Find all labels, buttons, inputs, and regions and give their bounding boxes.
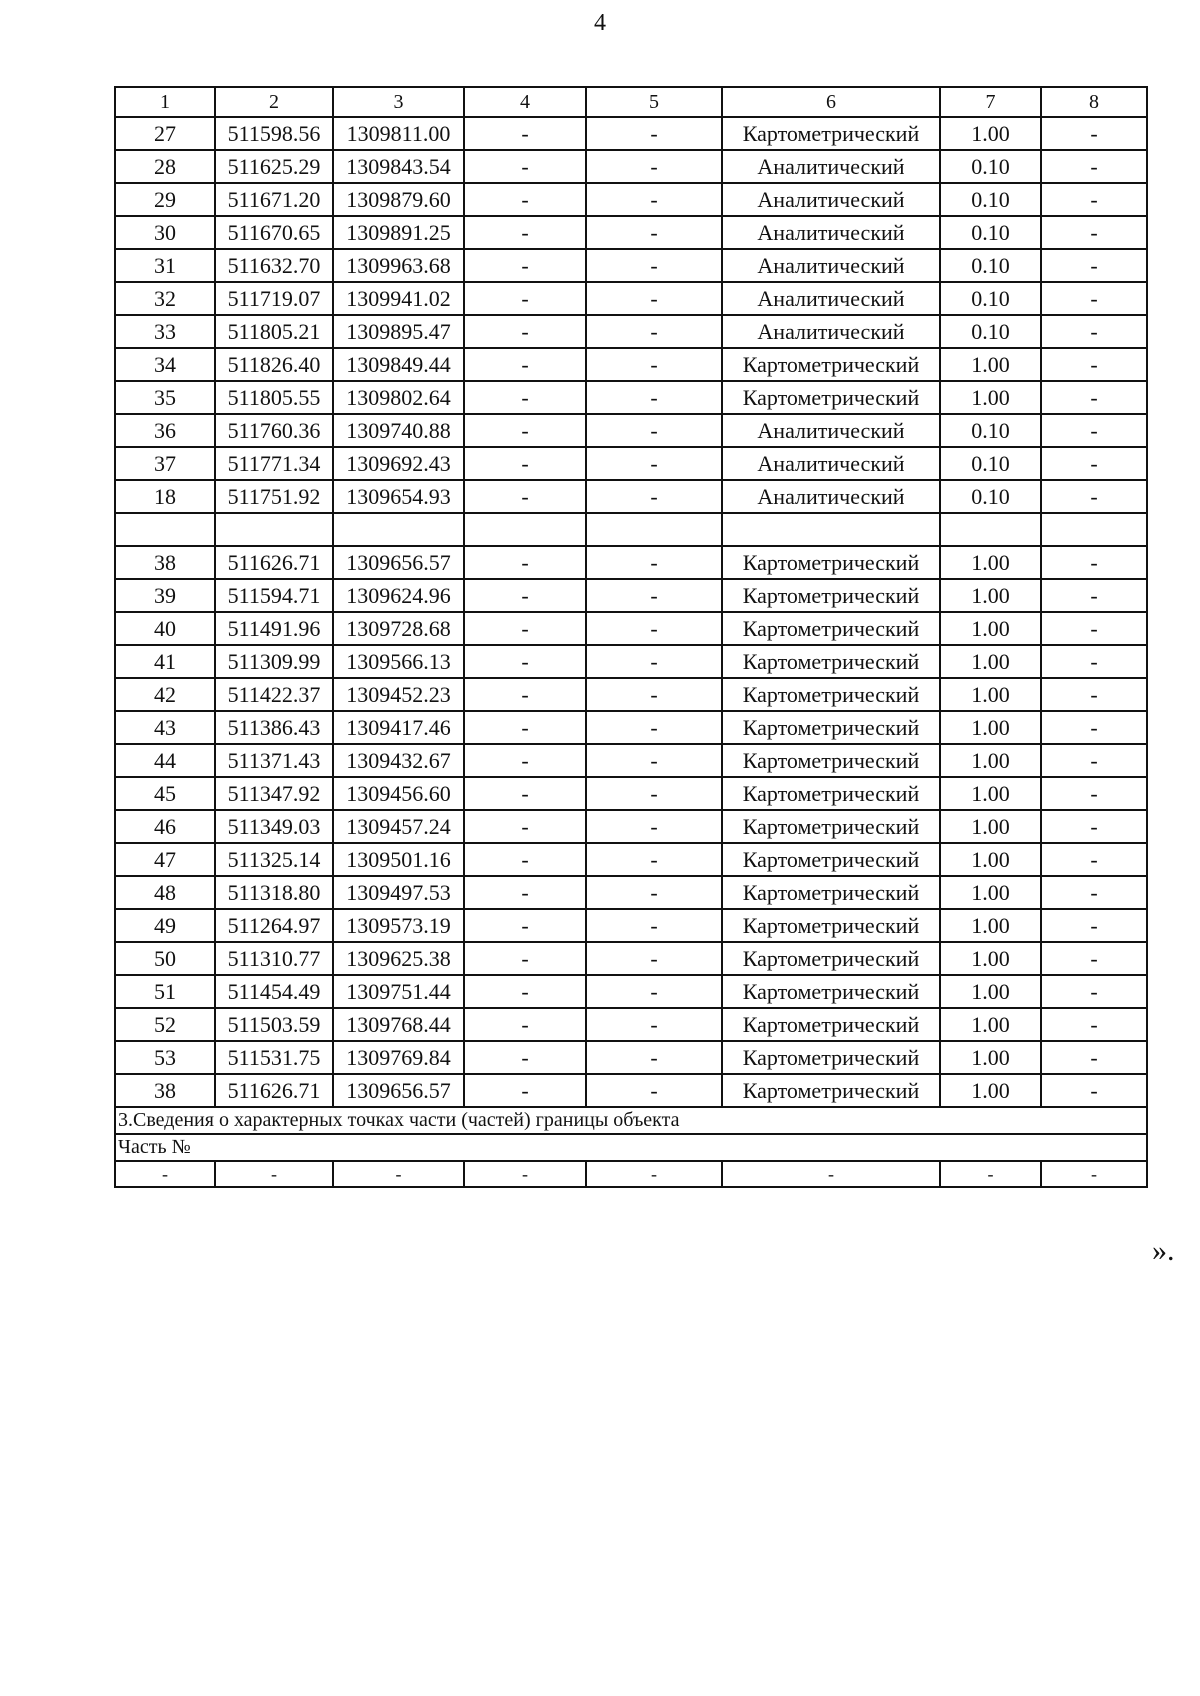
table-cell: - <box>586 315 722 348</box>
table-cell: 1309740.88 <box>333 414 464 447</box>
header-cell: 7 <box>940 87 1041 117</box>
table-cell: 1.00 <box>940 975 1041 1008</box>
table-cell: 46 <box>115 810 215 843</box>
table-cell: - <box>464 843 586 876</box>
table-cell: 1309728.68 <box>333 612 464 645</box>
table-cell: 1.00 <box>940 678 1041 711</box>
table-row <box>115 612 1147 645</box>
table-cell: 41 <box>115 645 215 678</box>
table-cell: 511309.99 <box>215 645 333 678</box>
table-cell: 1309751.44 <box>333 975 464 1008</box>
table-cell: - <box>586 942 722 975</box>
table-cell: - <box>464 1008 586 1041</box>
table-cell: - <box>1041 1074 1147 1107</box>
table-cell: 511386.43 <box>215 711 333 744</box>
tail-cell: - <box>333 1161 464 1187</box>
table-row <box>115 546 1147 579</box>
table-cell: Аналитический <box>722 249 940 282</box>
table-cell: - <box>1041 282 1147 315</box>
table-cell: 1309769.84 <box>333 1041 464 1074</box>
table-cell: 511422.37 <box>215 678 333 711</box>
table-row <box>115 414 1147 447</box>
table-cell: - <box>464 315 586 348</box>
table-cell: 28 <box>115 150 215 183</box>
table-cell <box>1041 513 1147 546</box>
tail-cell: - <box>215 1161 333 1187</box>
table-cell: 1309891.25 <box>333 216 464 249</box>
table-row <box>115 711 1147 744</box>
header-cell: 8 <box>1041 87 1147 117</box>
tail-cell: - <box>115 1161 215 1187</box>
table-cell: 27 <box>115 117 215 150</box>
table-cell: - <box>464 777 586 810</box>
table-cell: 1309811.00 <box>333 117 464 150</box>
table-cell: - <box>586 546 722 579</box>
table-cell: - <box>1041 381 1147 414</box>
table-cell: - <box>586 876 722 909</box>
table-cell <box>215 513 333 546</box>
table-cell: 1.00 <box>940 744 1041 777</box>
table-cell: 511325.14 <box>215 843 333 876</box>
table-cell: Картометрический <box>722 579 940 612</box>
table-cell: 511349.03 <box>215 810 333 843</box>
table-cell: - <box>464 645 586 678</box>
table-row <box>115 942 1147 975</box>
table-cell: - <box>464 711 586 744</box>
table-cell: 1.00 <box>940 1041 1041 1074</box>
table-cell <box>722 513 940 546</box>
table-cell: 1309849.44 <box>333 348 464 381</box>
table-row <box>115 876 1147 909</box>
table-cell: 40 <box>115 612 215 645</box>
table-cell: 1309566.13 <box>333 645 464 678</box>
table-row <box>115 150 1147 183</box>
table-cell: - <box>1041 579 1147 612</box>
table-cell: Картометрический <box>722 612 940 645</box>
table-cell: Картометрический <box>722 876 940 909</box>
table-cell: - <box>586 744 722 777</box>
table-cell: - <box>586 183 722 216</box>
table-cell: 1309456.60 <box>333 777 464 810</box>
table-cell: Аналитический <box>722 183 940 216</box>
table-cell: 511671.20 <box>215 183 333 216</box>
table-cell: 37 <box>115 447 215 480</box>
table-cell: Картометрический <box>722 843 940 876</box>
table-cell: - <box>1041 315 1147 348</box>
table-cell: 1309963.68 <box>333 249 464 282</box>
table-row <box>115 744 1147 777</box>
table-cell: 511594.71 <box>215 579 333 612</box>
section-title: 3.Сведения о характерных точках части (частей) границы объекта <box>115 1107 1147 1134</box>
table-row <box>115 183 1147 216</box>
table-cell: - <box>1041 744 1147 777</box>
table-row <box>115 579 1147 612</box>
table-cell: - <box>586 1041 722 1074</box>
table-cell: 511371.43 <box>215 744 333 777</box>
table-cell: 1309497.53 <box>333 876 464 909</box>
table-cell: - <box>464 348 586 381</box>
table-cell: 1309624.96 <box>333 579 464 612</box>
table-cell: 511826.40 <box>215 348 333 381</box>
table-cell: 1309879.60 <box>333 183 464 216</box>
table-cell: - <box>464 876 586 909</box>
table-cell: - <box>464 909 586 942</box>
header-cell: 6 <box>722 87 940 117</box>
table-row <box>115 777 1147 810</box>
table-cell: - <box>464 117 586 150</box>
table-cell: 511491.96 <box>215 612 333 645</box>
closing-quote-mark: ». <box>1152 1234 1175 1267</box>
table-cell: Аналитический <box>722 282 940 315</box>
table-cell: - <box>586 810 722 843</box>
table-cell: - <box>464 1041 586 1074</box>
table-cell: - <box>464 942 586 975</box>
boundary-points-table <box>114 86 1148 1188</box>
table-cell: 1309573.19 <box>333 909 464 942</box>
table-cell: - <box>586 414 722 447</box>
tail-cell: - <box>1041 1161 1147 1187</box>
table-cell: Картометрический <box>722 909 940 942</box>
table-cell: - <box>1041 678 1147 711</box>
table-cell: 29 <box>115 183 215 216</box>
table-cell: - <box>464 744 586 777</box>
table-cell: - <box>464 546 586 579</box>
table-cell: - <box>1041 777 1147 810</box>
table-cell: - <box>1041 612 1147 645</box>
table-cell: 511454.49 <box>215 975 333 1008</box>
table-cell: Картометрический <box>722 117 940 150</box>
table-cell: Картометрический <box>722 381 940 414</box>
table-cell: 0.10 <box>940 414 1041 447</box>
table-cell: - <box>464 381 586 414</box>
table-cell: 511347.92 <box>215 777 333 810</box>
part-label-row <box>115 1134 1147 1161</box>
table-row <box>115 678 1147 711</box>
table-cell: 1.00 <box>940 843 1041 876</box>
table-cell: - <box>464 810 586 843</box>
tail-cell: - <box>722 1161 940 1187</box>
table-cell: Аналитический <box>722 216 940 249</box>
table-row <box>115 810 1147 843</box>
table-cell: 1.00 <box>940 117 1041 150</box>
table-cell: 1309501.16 <box>333 843 464 876</box>
table-cell: 48 <box>115 876 215 909</box>
header-cell: 5 <box>586 87 722 117</box>
table-row <box>115 645 1147 678</box>
table-cell: 1309625.38 <box>333 942 464 975</box>
table-cell: - <box>586 678 722 711</box>
table-cell: - <box>586 843 722 876</box>
table-cell: 52 <box>115 1008 215 1041</box>
table-cell: - <box>1041 183 1147 216</box>
table-cell: - <box>464 678 586 711</box>
table-cell: 1309941.02 <box>333 282 464 315</box>
table-cell: 511503.59 <box>215 1008 333 1041</box>
tail-row <box>115 1161 1147 1187</box>
table-cell: - <box>586 282 722 315</box>
table-cell: 51 <box>115 975 215 1008</box>
table-cell: - <box>464 414 586 447</box>
page-number: 4 <box>594 10 606 36</box>
table-cell: - <box>464 282 586 315</box>
header-cell: 2 <box>215 87 333 117</box>
table-row <box>115 249 1147 282</box>
table-cell <box>940 513 1041 546</box>
table-cell: 511318.80 <box>215 876 333 909</box>
table-cell: - <box>1041 843 1147 876</box>
table-cell: 47 <box>115 843 215 876</box>
table-cell: 0.10 <box>940 480 1041 513</box>
table-cell: - <box>464 579 586 612</box>
table-cell: - <box>1041 348 1147 381</box>
table-cell: - <box>586 777 722 810</box>
table-cell: Аналитический <box>722 447 940 480</box>
table-row <box>115 513 1147 546</box>
tail-cell: - <box>464 1161 586 1187</box>
table-row <box>115 381 1147 414</box>
table-cell: 511751.92 <box>215 480 333 513</box>
table-cell: 1.00 <box>940 348 1041 381</box>
table-cell: 511805.55 <box>215 381 333 414</box>
table-cell: 0.10 <box>940 249 1041 282</box>
table-cell: - <box>1041 447 1147 480</box>
table-cell: 32 <box>115 282 215 315</box>
table-cell: 0.10 <box>940 315 1041 348</box>
table-cell: - <box>586 1008 722 1041</box>
table-cell: 511670.65 <box>215 216 333 249</box>
part-label: Часть № <box>115 1134 1147 1161</box>
table-cell: Картометрический <box>722 678 940 711</box>
table-cell: - <box>586 909 722 942</box>
tail-cell: - <box>940 1161 1041 1187</box>
table-cell: - <box>586 711 722 744</box>
table-cell: - <box>1041 414 1147 447</box>
header-cell: 1 <box>115 87 215 117</box>
table-cell: 49 <box>115 909 215 942</box>
table-cell: - <box>1041 150 1147 183</box>
table-cell: Картометрический <box>722 348 940 381</box>
table-cell: Картометрический <box>722 810 940 843</box>
table-cell: Картометрический <box>722 1008 940 1041</box>
table-cell: 511719.07 <box>215 282 333 315</box>
table-cell <box>115 513 215 546</box>
table-cell: 30 <box>115 216 215 249</box>
table-cell: 1.00 <box>940 1074 1041 1107</box>
header-cell: 3 <box>333 87 464 117</box>
table-row <box>115 117 1147 150</box>
table-cell: - <box>586 480 722 513</box>
table-cell: 36 <box>115 414 215 447</box>
table-cell: - <box>586 381 722 414</box>
table-cell: - <box>586 249 722 282</box>
table-cell: - <box>464 183 586 216</box>
table-row <box>115 1041 1147 1074</box>
table-cell: 1309895.47 <box>333 315 464 348</box>
table-cell: 511626.71 <box>215 546 333 579</box>
table-cell: 43 <box>115 711 215 744</box>
table-cell: 50 <box>115 942 215 975</box>
table-cell: 1.00 <box>940 579 1041 612</box>
table-cell: - <box>464 480 586 513</box>
table-cell <box>464 513 586 546</box>
table-cell: - <box>464 1074 586 1107</box>
table-body <box>115 87 1147 1187</box>
table-cell: 1309656.57 <box>333 1074 464 1107</box>
table-cell: 511771.34 <box>215 447 333 480</box>
table-cell: Картометрический <box>722 744 940 777</box>
table-cell: - <box>464 447 586 480</box>
table-cell: - <box>464 216 586 249</box>
table-cell <box>333 513 464 546</box>
table-cell <box>586 513 722 546</box>
table-cell: 0.10 <box>940 216 1041 249</box>
table-cell: - <box>1041 711 1147 744</box>
table-row <box>115 315 1147 348</box>
table-cell: - <box>464 150 586 183</box>
table-row <box>115 909 1147 942</box>
table-cell: - <box>1041 810 1147 843</box>
table-cell: Картометрический <box>722 1041 940 1074</box>
table-row <box>115 1074 1147 1107</box>
table-cell: 33 <box>115 315 215 348</box>
table-cell: 511805.21 <box>215 315 333 348</box>
table-cell: 39 <box>115 579 215 612</box>
table-cell: - <box>1041 909 1147 942</box>
table-row <box>115 282 1147 315</box>
table-cell: 511632.70 <box>215 249 333 282</box>
table-cell: 0.10 <box>940 447 1041 480</box>
table-cell: 1.00 <box>940 909 1041 942</box>
table-cell: Картометрический <box>722 546 940 579</box>
tail-cell: - <box>586 1161 722 1187</box>
table-cell: 1.00 <box>940 546 1041 579</box>
table-cell: - <box>1041 1041 1147 1074</box>
table-cell: 1309692.43 <box>333 447 464 480</box>
table-cell: - <box>464 975 586 1008</box>
table-cell: 1.00 <box>940 612 1041 645</box>
table-cell: 1.00 <box>940 810 1041 843</box>
table-cell: 1.00 <box>940 711 1041 744</box>
table-cell: Картометрический <box>722 1074 940 1107</box>
table-cell: Картометрический <box>722 645 940 678</box>
table-cell: 1309654.93 <box>333 480 464 513</box>
table-cell: Картометрический <box>722 975 940 1008</box>
table-cell: - <box>1041 546 1147 579</box>
table-cell: 1.00 <box>940 381 1041 414</box>
table-cell: - <box>586 117 722 150</box>
table-row <box>115 480 1147 513</box>
table-cell: 1.00 <box>940 1008 1041 1041</box>
table-cell: - <box>586 216 722 249</box>
table-cell: - <box>1041 975 1147 1008</box>
table-cell: 1309452.23 <box>333 678 464 711</box>
table-row <box>115 975 1147 1008</box>
table-row <box>115 843 1147 876</box>
table-cell: 1309432.67 <box>333 744 464 777</box>
table-cell: - <box>1041 216 1147 249</box>
table-cell: 0.10 <box>940 150 1041 183</box>
table-cell: 511531.75 <box>215 1041 333 1074</box>
table-cell: - <box>1041 480 1147 513</box>
table-cell: - <box>1041 1008 1147 1041</box>
table-cell: - <box>586 1074 722 1107</box>
table-cell: - <box>586 150 722 183</box>
table-header-row <box>115 87 1147 117</box>
table-cell: 38 <box>115 546 215 579</box>
table-cell: 42 <box>115 678 215 711</box>
table-cell: 511760.36 <box>215 414 333 447</box>
table-cell: Картометрический <box>722 942 940 975</box>
table-cell: 1.00 <box>940 777 1041 810</box>
table-cell: Картометрический <box>722 711 940 744</box>
table-cell: Картометрический <box>722 777 940 810</box>
table-cell: - <box>586 612 722 645</box>
table-cell: 0.10 <box>940 282 1041 315</box>
table-cell: - <box>1041 117 1147 150</box>
table-cell: 511626.71 <box>215 1074 333 1107</box>
table-cell: 53 <box>115 1041 215 1074</box>
table-cell: 0.10 <box>940 183 1041 216</box>
table-cell: 44 <box>115 744 215 777</box>
table-cell: - <box>586 447 722 480</box>
table-cell: - <box>586 645 722 678</box>
table-cell: 1309457.24 <box>333 810 464 843</box>
table-cell: 511264.97 <box>215 909 333 942</box>
table-cell: Аналитический <box>722 414 940 447</box>
table-cell: - <box>1041 249 1147 282</box>
table-cell: - <box>586 975 722 1008</box>
table-cell: 1309417.46 <box>333 711 464 744</box>
table-cell: 1.00 <box>940 876 1041 909</box>
table-cell: 18 <box>115 480 215 513</box>
table-cell: - <box>464 249 586 282</box>
table-cell: 38 <box>115 1074 215 1107</box>
table-cell: - <box>586 579 722 612</box>
table-cell: 1.00 <box>940 645 1041 678</box>
header-cell: 4 <box>464 87 586 117</box>
table-cell: Аналитический <box>722 480 940 513</box>
table-cell: 35 <box>115 381 215 414</box>
table-cell: - <box>586 348 722 381</box>
table-cell: 1.00 <box>940 942 1041 975</box>
table-cell: 34 <box>115 348 215 381</box>
table-cell: - <box>1041 645 1147 678</box>
table-cell: 511310.77 <box>215 942 333 975</box>
table-cell: 1309843.54 <box>333 150 464 183</box>
table-row <box>115 216 1147 249</box>
table-cell: - <box>464 612 586 645</box>
table-cell: Аналитический <box>722 150 940 183</box>
table-cell: 1309768.44 <box>333 1008 464 1041</box>
table-cell: - <box>1041 942 1147 975</box>
table-row <box>115 1008 1147 1041</box>
table-row <box>115 447 1147 480</box>
table-row <box>115 348 1147 381</box>
table-cell: 1309656.57 <box>333 546 464 579</box>
table-cell: - <box>1041 876 1147 909</box>
table-cell: Аналитический <box>722 315 940 348</box>
table-cell: 45 <box>115 777 215 810</box>
table-cell: 511598.56 <box>215 117 333 150</box>
table-cell: 31 <box>115 249 215 282</box>
section-title-row <box>115 1107 1147 1134</box>
table-cell: 511625.29 <box>215 150 333 183</box>
table-cell: 1309802.64 <box>333 381 464 414</box>
